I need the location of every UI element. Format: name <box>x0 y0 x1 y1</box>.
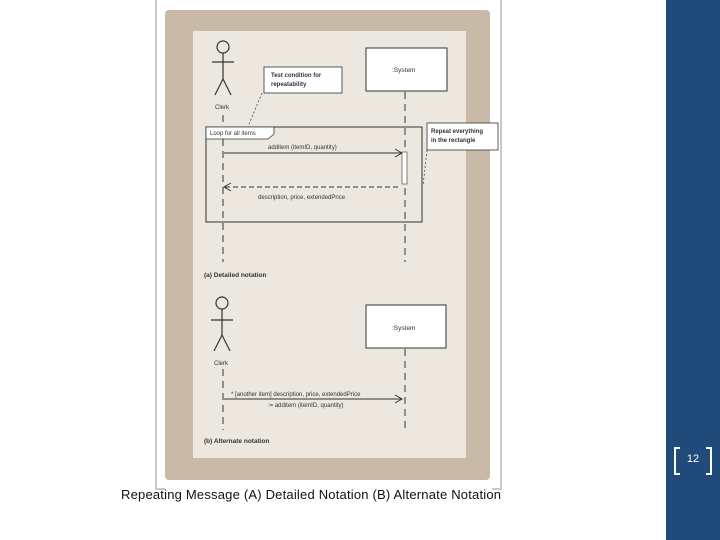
page-number: 12 <box>686 453 700 465</box>
actor-a <box>212 41 234 95</box>
note-1 <box>264 67 342 93</box>
svg-text:in the rectangle: in the rectangle <box>431 138 476 144</box>
svg-text:Test condition for: Test condition for <box>271 73 322 79</box>
message-label-2b: := additem (itemID, quantity) <box>268 403 344 409</box>
section-label-a: (a) Detailed notation <box>204 272 267 279</box>
section-label-b: (b) Alternate notation <box>204 438 270 445</box>
return-label-1: description, price, extendedPrice <box>258 195 346 201</box>
loop-label: Loop for all items <box>210 131 256 137</box>
system-label-b: :System <box>392 325 416 332</box>
actor-b <box>211 297 233 351</box>
note-2-connector <box>423 150 427 186</box>
svg-text:repeatability: repeatability <box>271 82 307 88</box>
note-2 <box>427 123 498 150</box>
message-label-2a: * [another item] description, price, extendedPrice <box>231 392 361 398</box>
message-label-1: additem (itemID, quantity) <box>268 145 337 151</box>
system-label-a: :System <box>392 67 416 74</box>
actor-label-a: Clerk <box>215 105 230 111</box>
svg-text:Repeat everything: Repeat everything <box>431 129 484 135</box>
note-1-connector <box>247 93 262 129</box>
course-footer: CT 1414 * Nouf Aljaffan <box>686 274 700 395</box>
actor-label-b: Clerk <box>214 361 229 367</box>
activation-bar-a <box>402 152 407 184</box>
loop-frame <box>206 127 422 222</box>
date-footer: 25/05/2021 <box>686 174 698 230</box>
slide-caption: Repeating Message (A) Detailed Notation (B) Alternate Notation <box>121 487 502 502</box>
